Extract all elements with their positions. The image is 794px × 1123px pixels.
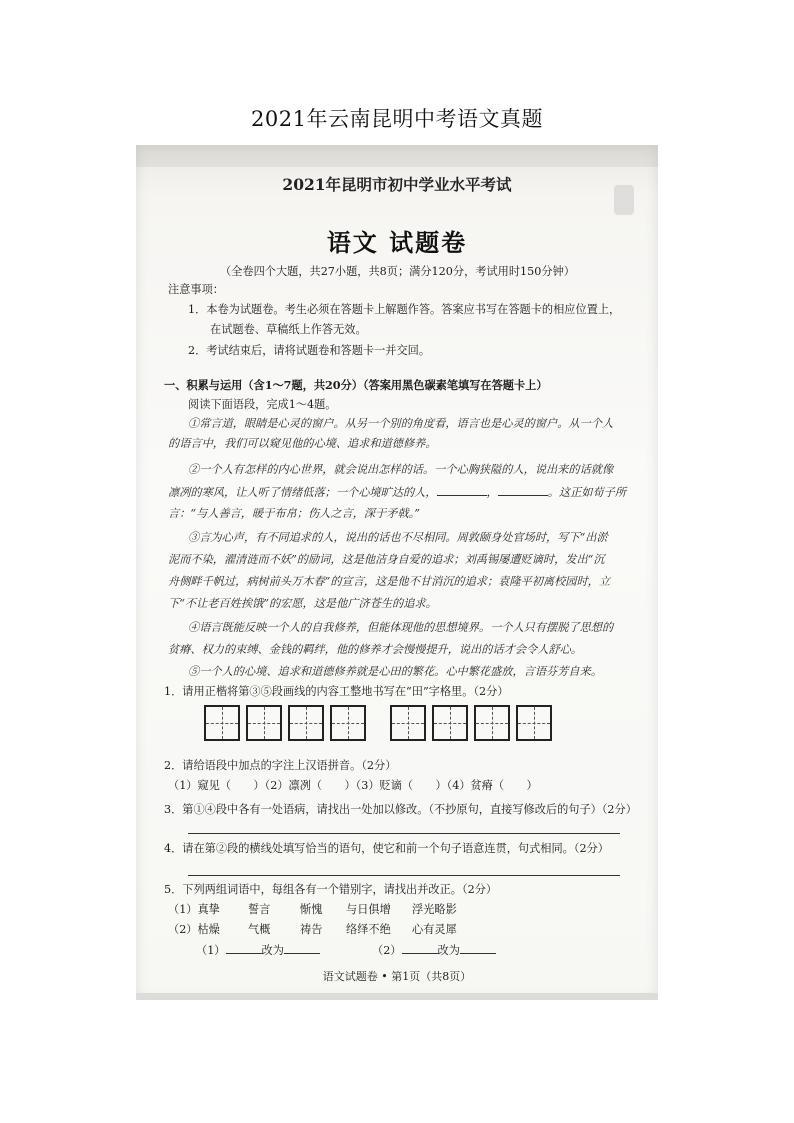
q5-ans1-change: 改为: [261, 944, 284, 957]
para3-line1: ③言为心声，有不同追求的人，说出的话也不尽相同。周敦颐身处官场时，写下“出淤: [188, 531, 608, 544]
section1-heading: 一、积累与运用（含1～7题，共20分）（答案用黑色碳素笔填写在答题卡上）: [164, 378, 548, 392]
tian-cell[interactable]: [390, 705, 426, 741]
q5-answer-1: [196, 943, 320, 958]
section1-intro: 阅读下面语段，完成1～4题。: [188, 398, 337, 411]
q5-answer-2: [372, 943, 496, 958]
q5-row1-word: 浮光略影: [412, 903, 457, 916]
q5-ans1-label: （1）: [196, 944, 226, 957]
para2-line2-end: 。这正如荀子所: [547, 486, 627, 499]
q5-ans2-wrong[interactable]: [402, 943, 438, 954]
tian-cell[interactable]: [204, 705, 240, 741]
para3-line2: 泥而不染，濯清涟而不妖”的励词，这是他洁身自爱的追求；刘禹锡屡遭贬谪时，发出“沉: [168, 553, 605, 566]
q5-row1-label: （1）真挚: [168, 903, 220, 916]
question-3: 3．第①④段中各有一处语病，请找出一处加以修改。（不抄原句，直接写修改后的句子）（2分）: [164, 803, 637, 816]
q5-row2-word: 络绎不绝: [346, 923, 391, 936]
q5-row1-word: 与日俱增: [346, 903, 391, 916]
para4-line1: ④语言既能反映一个人的自我修养，但能体现他的思想境界。一个人只有摆脱了思想的: [188, 621, 614, 634]
para4-line2: 贫瘠、权力的束缚、金钱的羁绊，他的修养才会慢慢提升，说出的话才会令人舒心。: [168, 643, 582, 656]
document-title: 2021年云南昆明中考语文真题: [251, 107, 543, 131]
question-4: 4．请在第②段的横线处填写恰当的语句，使它和前一个句子语意连贯，句式相同。（2分）: [164, 842, 609, 855]
q5-row2-word: 心有灵犀: [412, 923, 457, 936]
q5-ans1-wrong[interactable]: [226, 943, 262, 954]
scan-bottom-edge: [136, 993, 658, 1000]
q5-row1-word: 誓言: [248, 903, 271, 916]
page-footer: 语文试题卷 • 第1页（共8页）: [322, 970, 472, 983]
q5-ans1-right[interactable]: [284, 943, 320, 954]
tian-cell[interactable]: [246, 705, 282, 741]
exam-title: 2021年昆明市初中学业水平考试: [282, 175, 512, 194]
para3-line4: 下“不让老百姓挨饿”的宏愿，这是他广济苍生的追求。: [168, 597, 437, 610]
q5-ans2-change: 改为: [437, 944, 460, 957]
tian-cell[interactable]: [516, 705, 552, 741]
para5-line1: ⑤一个人的心境、追求和道德修养就是心田的繁花。心中繁花盛放，言语芬芳自来。: [188, 665, 602, 678]
para1-line1: ①常言道，眼睛是心灵的窗户。从另一个别的角度看，语言也是心灵的窗户。从一个人: [188, 417, 614, 430]
notice-2: 2．考试结束后，请将试题卷和答题卡一并交回。: [188, 344, 431, 357]
tian-cell[interactable]: [330, 705, 366, 741]
tian-cell[interactable]: [474, 705, 510, 741]
fill-blank-1: [437, 485, 487, 496]
q5-row2-label: （2）枯燥: [168, 923, 220, 936]
notice-heading: 注意事项：: [168, 283, 224, 296]
para2-line2: [168, 485, 626, 500]
question-2-items: （1）窥见（ ）（2）凛冽（ ）（3）贬谪（ ）（4）贫瘠（ ）: [168, 779, 538, 792]
scan-edge: [136, 145, 658, 167]
fill-blank-2: [498, 485, 548, 496]
q5-ans2-right[interactable]: [460, 943, 496, 954]
answer-line-q3[interactable]: [188, 833, 620, 834]
para2-line1: ②一个人有怎样的内心世界，就会说出怎样的话。一个心胸狭隘的人，说出来的话就像: [188, 463, 614, 476]
question-5: 5．下列两组词语中，每组各有一个错别字，请找出并改正。（2分）: [164, 883, 498, 896]
exam-info: （全卷四个大题，共27小题，共8页；满分120分，考试用时150分钟）: [220, 265, 575, 278]
q5-row2-word: 祷告: [300, 923, 323, 936]
exam-subject: 语文 试题卷: [326, 228, 468, 257]
q5-row1-word: 惭愧: [300, 903, 323, 916]
para2-sep: ，: [486, 486, 498, 499]
question-1: 1．请用正楷将第③⑤段画线的内容工整地书写在“田”字格里。（2分）: [164, 685, 509, 698]
tian-cell[interactable]: [432, 705, 468, 741]
exam-scan: [136, 145, 658, 1000]
q5-ans2-label: （2）: [372, 944, 402, 957]
para3-line3: 舟侧畔千帆过，病树前头万木春”的宣言，这是他不甘消沉的追求；袁隆平初离校园时，立: [168, 575, 611, 588]
answer-line-q4[interactable]: [188, 875, 620, 876]
notice-1b: 在试题卷、草稿纸上作答无效。: [210, 323, 367, 336]
notice-1a: 1．本卷为试题卷。考生必须在答题卡上解题作答。答案应书写在答题卡的相应位置上，: [188, 303, 621, 316]
para2-line2-text: 凛冽的寒风，让人听了情绪低落；一个心境旷达的人，: [168, 486, 437, 499]
tian-cell[interactable]: [288, 705, 324, 741]
para2-line3: 言：“与人善言，暖于布帛；伤人之言，深于矛戟。”: [168, 507, 420, 520]
q5-row2-word: 气概: [248, 923, 271, 936]
question-2: 2．请给语段中加点的字注上汉语拼音。（2分）: [164, 759, 397, 772]
para1-line2: 的语言中，我们可以窥见他的心境、追求和道德修养。: [168, 437, 437, 450]
